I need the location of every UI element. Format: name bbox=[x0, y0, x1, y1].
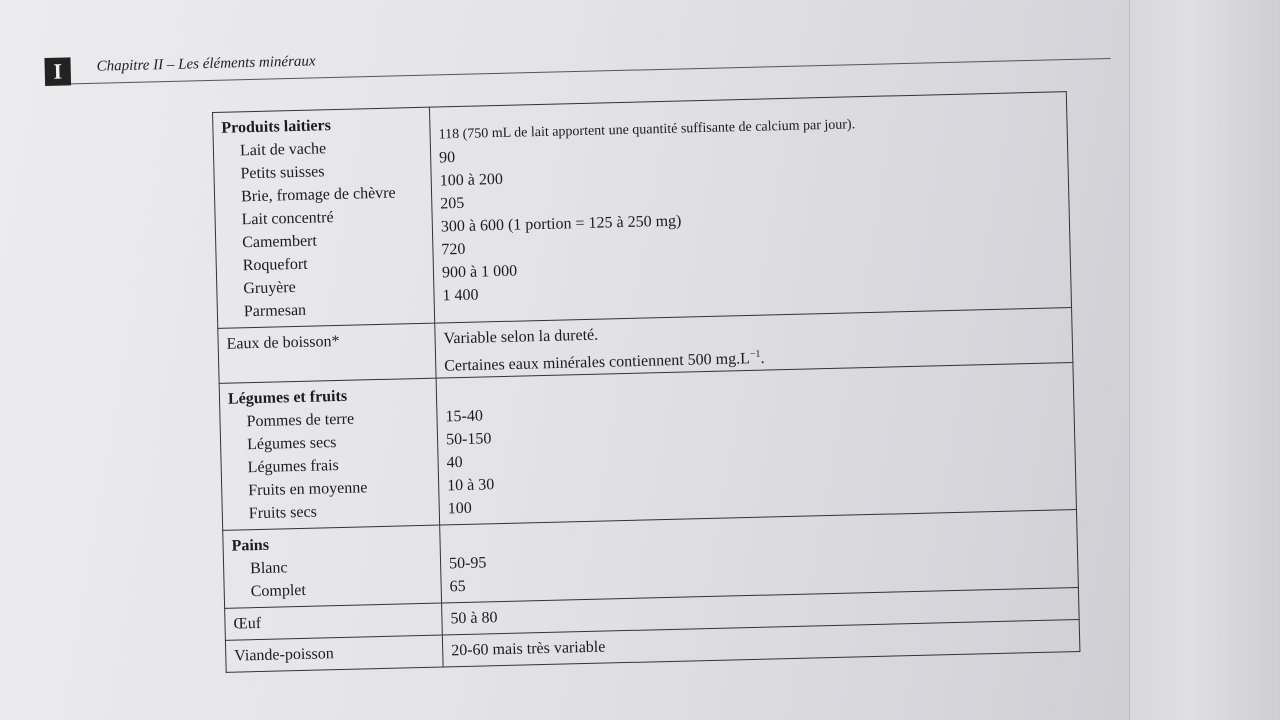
bread-names-cell bbox=[223, 525, 442, 608]
spacer bbox=[227, 351, 428, 379]
item-name: Pommes de terre bbox=[246, 410, 355, 431]
item-name: Lait de vache bbox=[239, 140, 327, 160]
category-vegetables: Légumes et fruits bbox=[227, 387, 348, 408]
page-header bbox=[44, 14, 1105, 90]
table-row-vegetables bbox=[219, 363, 1076, 531]
item-value: 20-60 mais très variable bbox=[451, 638, 606, 660]
item-name: Petits suisses bbox=[240, 163, 325, 183]
item-name: Gruyère bbox=[243, 279, 296, 298]
item-value: 100 bbox=[447, 499, 472, 518]
category-bread: Pains bbox=[231, 536, 270, 555]
item-name: Brie, fromage de chèvre bbox=[240, 184, 396, 206]
item-value: 720 bbox=[441, 240, 466, 259]
next-page-edge bbox=[1129, 0, 1280, 720]
item-name: Camembert bbox=[241, 232, 318, 252]
category-egg: Œuf bbox=[233, 614, 262, 633]
item-name: Blanc bbox=[249, 559, 288, 578]
water-name-cell bbox=[218, 323, 436, 383]
item-name: Légumes frais bbox=[247, 457, 339, 477]
item-value: 300 à 600 (1 portion = 125 à 250 mg) bbox=[440, 212, 682, 236]
item-name: Parmesan bbox=[243, 301, 307, 321]
item-value: 205 bbox=[440, 194, 465, 213]
egg-name-cell bbox=[225, 603, 443, 640]
water-value-end: . bbox=[760, 349, 765, 367]
water-value-exponent: −1 bbox=[749, 348, 761, 360]
item-value: 50-95 bbox=[448, 554, 487, 573]
item-value: 50 à 80 bbox=[450, 609, 498, 628]
item-value: 65 bbox=[449, 577, 466, 596]
category-meat: Viande-poisson bbox=[234, 645, 334, 665]
item-value: 50-150 bbox=[445, 430, 492, 449]
item-value: 15-40 bbox=[445, 407, 484, 426]
dairy-values-cell bbox=[429, 92, 1071, 323]
item-value: 1 400 bbox=[442, 286, 479, 305]
category-dairy: Produits laitiers bbox=[221, 117, 332, 137]
item-value: 90 bbox=[438, 149, 456, 167]
chapter-title: Chapitre II – Les éléments minéraux bbox=[96, 53, 316, 75]
vegetables-names-cell bbox=[219, 378, 440, 530]
item-value: 10 à 30 bbox=[446, 476, 495, 495]
chapter-number-badge: I bbox=[44, 57, 71, 86]
item-value: 40 bbox=[446, 453, 463, 472]
item-value: 900 à 1 000 bbox=[441, 262, 518, 282]
item-name: Complet bbox=[250, 581, 307, 601]
meat-name-cell bbox=[225, 635, 443, 672]
item-value: 100 à 200 bbox=[439, 170, 504, 190]
item-value: 118 (750 mL de lait apportent une quantité suffisante de calcium par jour). bbox=[438, 117, 856, 143]
item-name: Roquefort bbox=[242, 255, 308, 275]
vegetables-values-cell bbox=[436, 363, 1076, 526]
item-name: Fruits secs bbox=[248, 503, 318, 523]
item-name: Lait concentré bbox=[241, 209, 334, 229]
item-name: Légumes secs bbox=[246, 434, 337, 454]
dairy-names-cell bbox=[213, 107, 435, 328]
item-name: Fruits en moyenne bbox=[248, 479, 368, 500]
water-value-text: Certaines eaux minérales contiennent 500 mg.L bbox=[444, 350, 751, 375]
calcium-table bbox=[212, 91, 1081, 680]
category-water: Eaux de boisson* bbox=[226, 332, 340, 353]
table-row-dairy bbox=[213, 92, 1072, 329]
water-value-line1: Variable selon la dureté. bbox=[443, 326, 599, 348]
